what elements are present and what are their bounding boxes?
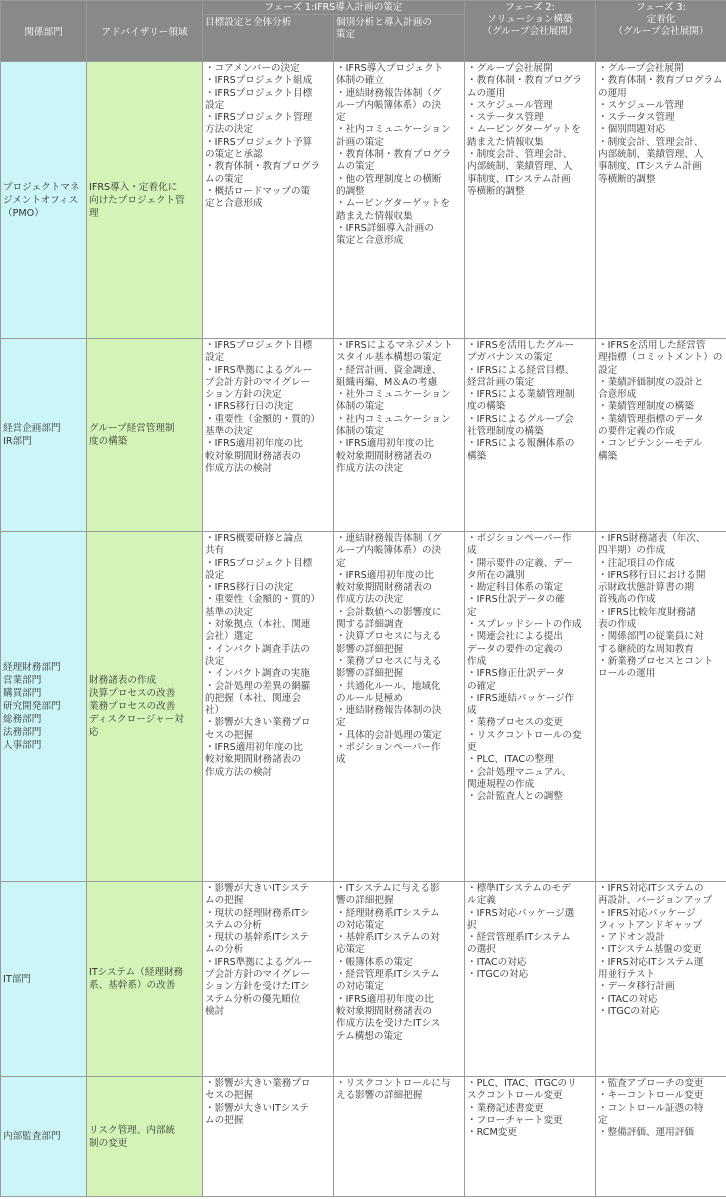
list-item: ・対象拠点（本社、関連 会社）選定 — [205, 619, 311, 643]
list-item: ・会計処理マニュアル、 関連規程の作成 — [467, 766, 572, 790]
list-item: ・アドオン設計 — [598, 932, 665, 944]
list-item: ・決算プロセスに与える 影響の詳細把握 — [336, 631, 442, 655]
list-item: ・社外コミュニケーション 体制の策定 — [336, 389, 451, 413]
list-item: ・IFRSを活用した経営管 理指標（コミットメント）の 設定 — [598, 340, 723, 376]
dept-cell: 内部監査部門 — [1, 1077, 87, 1197]
dept-cell: プロジェクトマネ ジメントオフィス （PMO） — [1, 62, 87, 339]
list-item: ・IFRS準拠によるグルー プ会計方針のマイグレー ション方針の決定 — [205, 364, 313, 401]
list-item: ・共通化ルール、地域化 のルール見極め — [336, 680, 441, 704]
table-row — [1, 339, 726, 532]
list-item: ・スプレッドシートの作成 — [467, 619, 582, 631]
list-item: ・スケジュール管理 — [598, 99, 684, 111]
header-dept: 関係部門 — [1, 1, 87, 62]
list-item: ・会計処理の差異の網羅 的把握（本社、関連会 社） — [205, 680, 311, 717]
list-item: ・業績管理指標のデータ の要件定義の作成 — [598, 413, 704, 438]
list-item: ・帳簿体系の策定 — [336, 956, 413, 968]
list-item: ・ITACの対応 — [598, 993, 658, 1005]
list-item: ・IFRS適用初年度の比 較対象期間財務諸表の 作成方法の決定 — [336, 438, 434, 474]
list-item: ・リスクコントロールの変 更 — [467, 729, 582, 754]
list-item: ・コントロール証憑の特 定 — [598, 1102, 704, 1126]
list-item: ・ITGCの対応 — [598, 1005, 660, 1017]
header-area: アドバイザリー領域 — [87, 1, 203, 62]
phase2-cell — [465, 532, 596, 882]
list-item: ・ITシステム基盤の変更 — [598, 944, 702, 956]
list-item: ・新業務プロセスとコント ロールの運用 — [598, 655, 714, 680]
area-cell: グループ経営管理制 度の構築 — [87, 339, 203, 532]
dept-cell: 経営企画部門 IR部門 — [1, 339, 87, 532]
list-item: ・IFRSによる業績管理制 度の構築 — [467, 389, 575, 413]
list-item: ・IFRSによる経営目標、 経営計画の策定 — [467, 364, 575, 388]
list-item: ・ムービングターゲットを 踏まえた情報収集 — [336, 198, 450, 222]
list-item: ・IFRS修正仕訳データ の確定 — [467, 668, 565, 692]
list-item: ・IFRSによるマネジメント スタイル基本構想の策定 — [336, 340, 453, 364]
list-item: ・経理財務系ITシステム の対応策定 — [336, 907, 440, 931]
list-item: ・PLC、ITACの整理 — [467, 754, 554, 766]
list-item: ・社内コミュニケーション 体制の策定 — [336, 413, 451, 438]
list-item: ・基幹系ITシステムの対 応策定 — [336, 932, 440, 956]
list-item: ・勘定科目体系の策定 — [467, 582, 563, 594]
phase1-goal-cell — [203, 1077, 334, 1197]
list-item: ・ポジションペーパー作 成 — [467, 533, 572, 557]
list-item: ・PLC、ITAC、ITGCのリ スクコントロール変更 — [467, 1078, 577, 1102]
list-item: ・IFRS対応ITシステムの 再設計、バージョンアップ — [598, 883, 713, 907]
list-item: ・IFRSによる報酬体系の 構築 — [467, 438, 575, 462]
list-item: ・IFRS比較年度財務諸 表の作成 — [598, 606, 696, 631]
list-item: ・データ移行計画 — [598, 981, 675, 993]
list-item: ・RCM変更 — [467, 1127, 517, 1139]
list-item: ・IFRSプロジェクト目標 設定 — [205, 557, 313, 581]
list-item: ・ITACの対応 — [467, 956, 527, 968]
list-item: ・経営管理系ITシステム の選択 — [467, 932, 571, 956]
phase3-cell — [596, 339, 726, 532]
list-item: ・IFRS移行日の決定 — [205, 401, 294, 413]
list-item: ・IFRS移行日における開 示財政状態計算書の期 首残高の作成 — [598, 569, 706, 606]
phase3-cell — [596, 882, 726, 1077]
phase3-cell — [596, 532, 726, 882]
list-item: ・グループ会社展開 — [598, 63, 684, 74]
list-item: ・キーコントロール変更 — [598, 1090, 704, 1102]
area-cell: IFRS導入・定着化に 向けたプロジェクト管 理 — [87, 62, 203, 339]
list-item: ・IFRSプロジェクト目標 設定 — [205, 87, 313, 111]
area-cell: 財務諸表の作成 決算プロセスの改善 業務プロセスの改善 ディスクロージャー対 応 — [87, 532, 203, 882]
list-item: ・IFRS対応ITシステム運 用並行テスト — [598, 956, 704, 981]
list-item: ・IFRS対応パッケージ フィットアンドギャップ — [598, 907, 703, 931]
list-item: ・標準ITシステムのモデ ル定義 — [467, 883, 571, 907]
phase1-goal-cell — [203, 882, 334, 1077]
table-row — [1, 1077, 726, 1197]
header-phase2: フェーズ 2: ソリューション構築 （グループ会社展開） — [465, 1, 596, 62]
list-item: ・IFRS概要研修と論点 共有 — [205, 533, 303, 557]
list-item: ・開示要件の定義、デー タ所在の識別 — [467, 557, 573, 581]
dept-cell: 経理財務部門 営業部門 購買部門 研究開発部門 総務部門 法務部門 人事部門 — [1, 532, 87, 882]
list-item: ・現状の経理財務系ITシ ステムの分析 — [205, 907, 310, 931]
list-item: ・インパクト調査手法の 決定 — [205, 643, 310, 667]
list-item: ・IFRS財務諸表（年次、 四半期）の作成 — [598, 533, 706, 557]
header-phase1: フェーズ 1:IFRS導入計画の策定 — [203, 1, 465, 15]
phase2-cell — [465, 882, 596, 1077]
phase1-plan-cell — [334, 532, 465, 882]
list-item: ・現状の基幹系ITシステ ムの分析 — [205, 932, 310, 956]
list-item: ・会計数値への影響度に 関する詳細調査 — [336, 606, 442, 631]
list-item: ・IFRS適用初年度の比 較対象期間財務諸表の 作成方法を受けたITシス テム構想の策定 — [336, 993, 441, 1042]
header-phase1-plan: 個別分析と導入計画の 策定 — [334, 15, 465, 62]
list-item: ・重要性（金額的・質的） 基準の決定 — [205, 594, 321, 618]
list-item: ・監査アプローチの変更 — [598, 1078, 704, 1089]
list-item: ・業務プロセスの変更 — [467, 717, 563, 729]
table-row — [1, 62, 726, 339]
list-item: ・IFRS移行日の決定 — [205, 582, 294, 594]
list-item: ・コアメンバーの決定 — [205, 63, 300, 74]
list-item: ・重要性（金額的・質的） 基準の決定 — [205, 413, 321, 438]
list-item: ・他の管理制度との横断 的調整 — [336, 173, 442, 197]
list-item: ・業績評価制度の設計と 合意形成 — [598, 376, 704, 401]
list-item: ・IFRS適用初年度の比 較対象期間財務諸表の 作成方法の決定 — [336, 569, 434, 606]
list-item: ・IFRS適用初年度の比 較対象期間財務諸表の 作成方法の検討 — [205, 438, 303, 474]
list-item: ・スケジュール管理 — [467, 99, 553, 111]
list-item: ・ムービングターゲットを 踏まえた情報収集 — [467, 124, 581, 148]
list-item: ・制度会計、管理会計、 内部統制、業績管理、人 事制度、ITシステム計画 等横断的調整 — [598, 136, 704, 185]
list-item: ・フローチャート変更 — [467, 1114, 563, 1126]
list-item: ・個別問題対応 — [598, 124, 666, 136]
list-item: ・会計監査人との調整 — [467, 791, 563, 803]
list-item: ・インパクト調査の実施 — [205, 668, 310, 680]
list-item: ・教育体制・教育プログラ ムの運用 — [467, 75, 583, 99]
list-item: ・IFRS導入プロジェクト 体制の確立 — [336, 63, 444, 87]
list-item: ・教育体制・教育プログラ ムの策定 — [336, 149, 452, 173]
list-item: ・IFRS対応パッケージ選 択 — [467, 907, 575, 931]
list-item: ・教育体制・教育プログラム の運用 — [598, 75, 723, 99]
phase3-cell — [596, 62, 726, 339]
phase1-plan-cell — [334, 882, 465, 1077]
list-item: ・業務記述書変更 — [467, 1102, 544, 1114]
list-item: ・ステータス管理 — [467, 112, 544, 124]
list-item: ・社内コミュニケーション 計画の策定 — [336, 124, 451, 148]
header-phase3: フェーズ 3: 定着化 （グループ会社展開） — [596, 1, 726, 62]
list-item: ・ITGCの対応 — [467, 969, 529, 981]
list-item: ・ポジションペーパー作 成 — [336, 742, 441, 766]
phase1-goal-cell — [203, 339, 334, 532]
phase2-cell — [465, 1077, 596, 1197]
list-item: ・IFRSプロジェクト管理 方法の決定 — [205, 112, 313, 136]
list-item: ・IFRS適用初年度の比 較対象期間財務諸表の 作成方法の検討 — [205, 742, 303, 778]
phase1-plan-cell — [334, 62, 465, 339]
header-phase1-goal: 目標設定と全体分析 — [203, 15, 334, 62]
list-item: ・影響が大きい業務プロ セスの把握 — [205, 1078, 311, 1102]
list-item: ・制度会計、管理会計、 内部統制、業績管理、人 事制度、ITシステム計画 等横断的調整 — [467, 149, 573, 197]
list-item: ・関連会社による提出 データの要件の定義の 作成 — [467, 631, 563, 667]
list-item: ・ITシステムに与える影 響の詳細把握 — [336, 883, 440, 907]
list-item: ・グループ会社展開 — [467, 63, 553, 74]
list-item: ・IFRSを活用したグルー プガバナンスの策定 — [467, 340, 575, 364]
list-item: ・コンピテンシーモデル 構築 — [598, 438, 703, 462]
table-row — [1, 532, 726, 882]
list-item: ・整備評価、運用評価 — [598, 1127, 694, 1139]
list-item: ・IFRS仕訳データの確 定 — [467, 594, 565, 618]
list-item: ・関係部門の従業員に対 する継続的な周知教育 — [598, 631, 704, 655]
table-row — [1, 882, 726, 1077]
list-item: ・具体的会計処理の策定 — [336, 729, 442, 741]
phase1-plan-cell — [334, 339, 465, 532]
dept-cell: IT部門 — [1, 882, 87, 1077]
list-item: ・影響が大きい業務プロ セスの把握 — [205, 717, 311, 741]
phase1-plan-cell — [334, 1077, 465, 1197]
list-item: ・影響が大きいITシステ ムの把握 — [205, 883, 310, 907]
list-item: ・連結財務報告体制の決 定 — [336, 705, 442, 729]
list-item: ・影響が大きいITシステ ムの把握 — [205, 1102, 310, 1126]
list-item: ・IFRSプロジェクト目標 設定 — [205, 340, 313, 364]
list-item: ・IFRS詳細導入計画の 策定と合意形成 — [336, 222, 434, 247]
list-item: ・連結財務報告体制（グ ループ内帳簿体系）の決 定 — [336, 533, 442, 569]
list-item: ・IFRSプロジェクト予算 の策定と承認 — [205, 136, 313, 161]
area-cell: ITシステム（経理財務 系、基幹系）の改善 — [87, 882, 203, 1077]
phase1-goal-cell — [203, 532, 334, 882]
list-item: ・連結財務報告体制（グ ループ内帳簿体系）の決 定 — [336, 87, 442, 124]
list-item: ・経営管理系ITシステム の対応策定 — [336, 969, 440, 993]
list-item: ・IFRS連結パッケージ作 成 — [467, 692, 575, 717]
phase3-cell — [596, 1077, 726, 1197]
area-cell: リスク管理、内部統 制の変更 — [87, 1077, 203, 1197]
phase1-goal-cell — [203, 62, 334, 339]
list-item: ・リスクコントロールに与 える影響の詳細把握 — [336, 1078, 451, 1102]
list-item: ・注記項目の作成 — [598, 557, 675, 569]
phase2-cell — [465, 339, 596, 532]
list-item: ・IFRS準拠によるグルー プ会計方針のマイグレー ション方針を受けたITシ ステム分析の優先順位 検討 — [205, 956, 313, 1017]
list-item: ・概括ロードマップの策 定と合意形成 — [205, 185, 311, 210]
list-item: ・業績管理制度の構築 — [598, 401, 694, 413]
list-item: ・IFRSプロジェクト組成 — [205, 75, 313, 87]
list-item: ・教育体制・教育プログラ ムの策定 — [205, 161, 321, 185]
list-item: ・ステータス管理 — [598, 112, 675, 124]
list-item: ・業務プロセスに与える 影響の詳細把握 — [336, 655, 442, 680]
list-item: ・経営計画、資金調達、 組織再編、M＆Aの考慮 — [336, 364, 442, 388]
list-item: ・IFRSによるグループ会 社管理制度の構築 — [467, 413, 574, 438]
phase2-cell — [465, 62, 596, 339]
